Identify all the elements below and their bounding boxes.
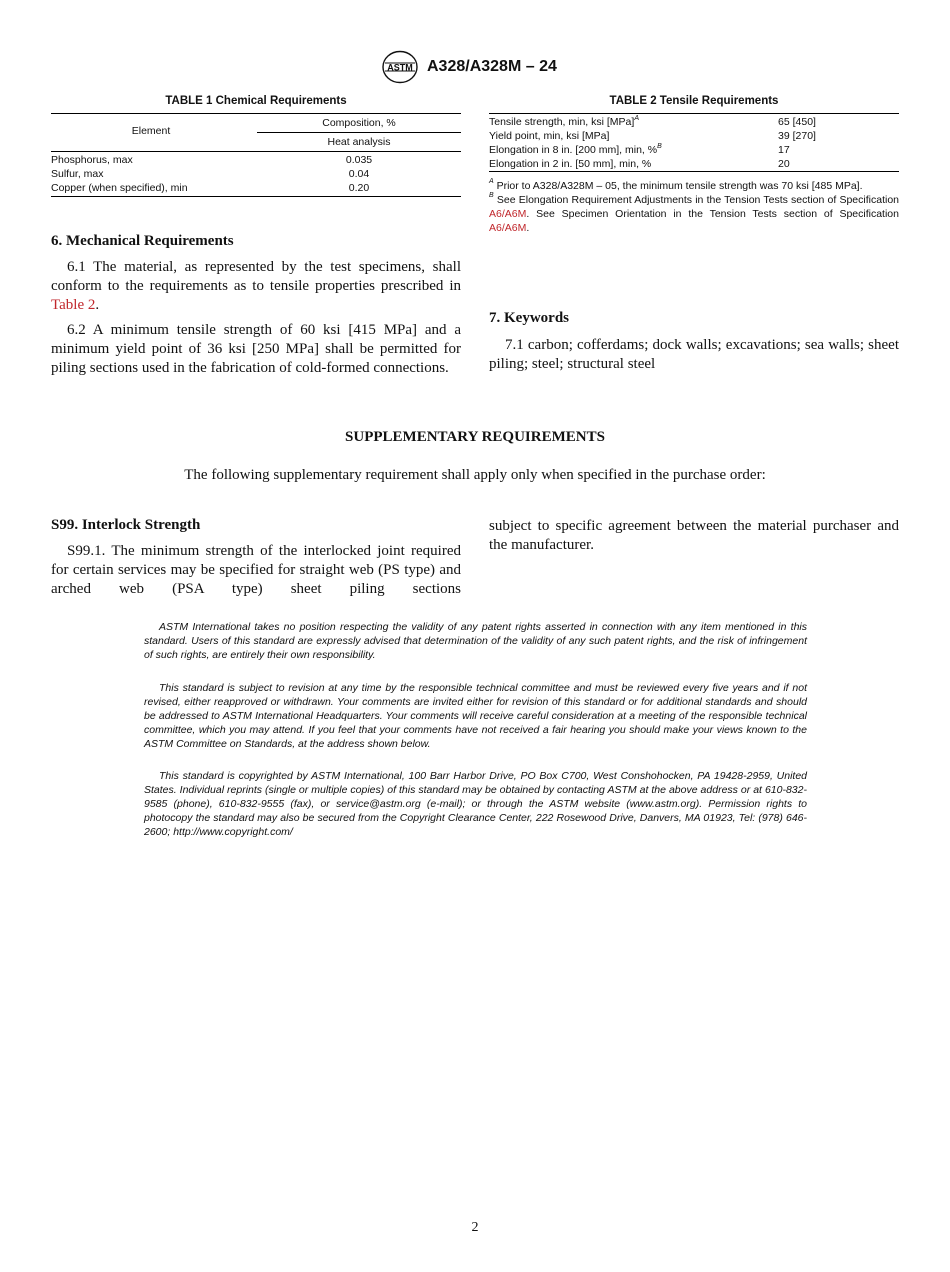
table-cell: Phosphorus, max xyxy=(51,154,133,166)
patent-notice: ASTM International takes no position respecting the validity of any patent rights asserted in connection with any item mentioned in this standard. Users of this standard are expressly advised that determination of the validity of any such patent rights, and the risk of infringement of such rights, are entirely their own responsibility. xyxy=(144,621,807,661)
table-row xyxy=(489,130,899,144)
copyright-notice: This standard is copyrighted by ASTM International, 100 Barr Harbor Drive, PO Box C700, West Conshohocken, PA 19428-2959, United States. Individual reprints (single or multiple copies) of this standard may be obtained by contacting ASTM at the above address or at 610-832-9585 (phone), 610-832-9555 (fax), or service@astm.org (e-mail); or through the ASTM website (www.astm.org). Permission rights to photocopy the standard may also be secured from the Copyright Clearance Center, 222 Rosewood Drive, Danvers, MA 01923, Tel: (978) 646-2600; http://www.copyright.com/ xyxy=(144,770,807,838)
table2-footnotes xyxy=(489,179,899,235)
table-cell: 0.20 xyxy=(348,182,370,194)
table-row xyxy=(51,168,461,182)
table-cell: Yield point, min, ksi [MPa] xyxy=(489,130,610,142)
page-header xyxy=(0,50,950,86)
paragraph: 7.1 carbon; cofferdams; dock walls; excavations; sea walls; sheet piling; steel; structural steel xyxy=(489,337,899,372)
table-rule xyxy=(51,196,461,197)
section-heading: 6. Mechanical Requirements xyxy=(51,233,234,249)
table-cell: 39 [270] xyxy=(778,130,816,142)
paragraph: subject to specific agreement between the material purchaser and the manufacturer. xyxy=(489,518,899,553)
table-cell: 0.04 xyxy=(348,168,370,180)
table-row xyxy=(489,158,899,172)
table2-link[interactable]: Table 2 xyxy=(51,297,96,313)
table-row xyxy=(489,116,899,130)
spec-link-a6[interactable]: A6/A6M xyxy=(489,208,527,220)
table1-col-composition: Composition, % xyxy=(322,117,396,129)
table-cell: Copper (when specified), min xyxy=(51,182,188,194)
table1-col-element: Element xyxy=(131,125,171,137)
astm-logo-icon xyxy=(381,50,419,84)
table-cell: Elongation in 8 in. [200 mm], min, %$^B$ xyxy=(489,143,662,156)
table-cell: 0.035 xyxy=(345,154,373,166)
section-heading: S99. Interlock Strength xyxy=(51,517,201,533)
page-number: 2 xyxy=(471,1220,479,1235)
table-cell: Tensile strength, min, ksi [MPa]$^A$ xyxy=(489,115,639,128)
table-row xyxy=(489,144,899,158)
supplementary-intro: The following supplementary requirement shall apply only when specified in the purchase order: xyxy=(184,467,766,483)
table-rule xyxy=(489,113,899,114)
paragraph: 6.1 The material, as represented by the test specimens, shall conform to the requirements as to tensile properties prescribed in Table 2. xyxy=(51,259,461,313)
table-row xyxy=(51,154,461,168)
table-cell: 65 [450] xyxy=(778,116,816,128)
paragraph: 6.2 A minimum tensile strength of 60 ksi [415 MPa] and a minimum yield point of 36 ksi [250 MPa] shall be permitted for piling sections used in the fabrication of cold-formed connections. xyxy=(51,322,461,376)
tensile-requirements-table xyxy=(489,113,899,175)
footnote-a: $^A$ Prior to A328/A328M – 05, the minimum tensile strength was 70 ksi [485 MPa]. xyxy=(489,178,863,192)
spec-link-a6[interactable]: A6/A6M xyxy=(489,222,527,234)
section-heading: 7. Keywords xyxy=(489,310,569,326)
table-rule xyxy=(51,151,461,152)
table-cell: Elongation in 2 in. [50 mm], min, % xyxy=(489,158,652,170)
table-cell: 17 xyxy=(778,144,790,156)
table-rule xyxy=(51,113,461,114)
table-rule xyxy=(257,132,461,133)
table-cell: 20 xyxy=(778,158,790,170)
table-row xyxy=(51,182,461,196)
table2-title: TABLE 2 Tensile Requirements xyxy=(609,95,779,107)
chemical-requirements-table xyxy=(51,113,461,203)
paragraph: S99.1. The minimum strength of the interlocked joint required for certain services may be specified for straight web (PS type) and arched web (PSA type) sheet piling sections xyxy=(51,543,461,597)
table-cell: Sulfur, max xyxy=(51,168,104,180)
footnote-b: $^B$ See Elongation Requirement Adjustments in the Tension Tests section of Specification A6/A6M. See Specimen Orientation in the Tension Tests section of Specification A6/A6M. xyxy=(489,192,899,234)
document-id: A328/A328M – 24 xyxy=(427,58,557,75)
supplementary-heading: SUPPLEMENTARY REQUIREMENTS xyxy=(345,429,605,445)
revision-notice: This standard is subject to revision at any time by the responsible technical committee and must be reviewed every five years and if not revised, either reapproved or withdrawn. Your comments are invited either for revision of this standard or for additional standards and should be addressed to ASTM International Headquarters. Your comments will receive careful consideration at a meeting of the responsible technical committee, which you may attend. If you feel that your comments have not received a fair hearing you should make your views known to the ASTM Committee on Standards, at the address shown below. xyxy=(144,682,807,750)
logo-text: ASTM xyxy=(387,62,413,73)
table1-title: TABLE 1 Chemical Requirements xyxy=(165,95,347,107)
table1-col-heat-analysis: Heat analysis xyxy=(327,136,391,148)
table-rule xyxy=(489,171,899,172)
